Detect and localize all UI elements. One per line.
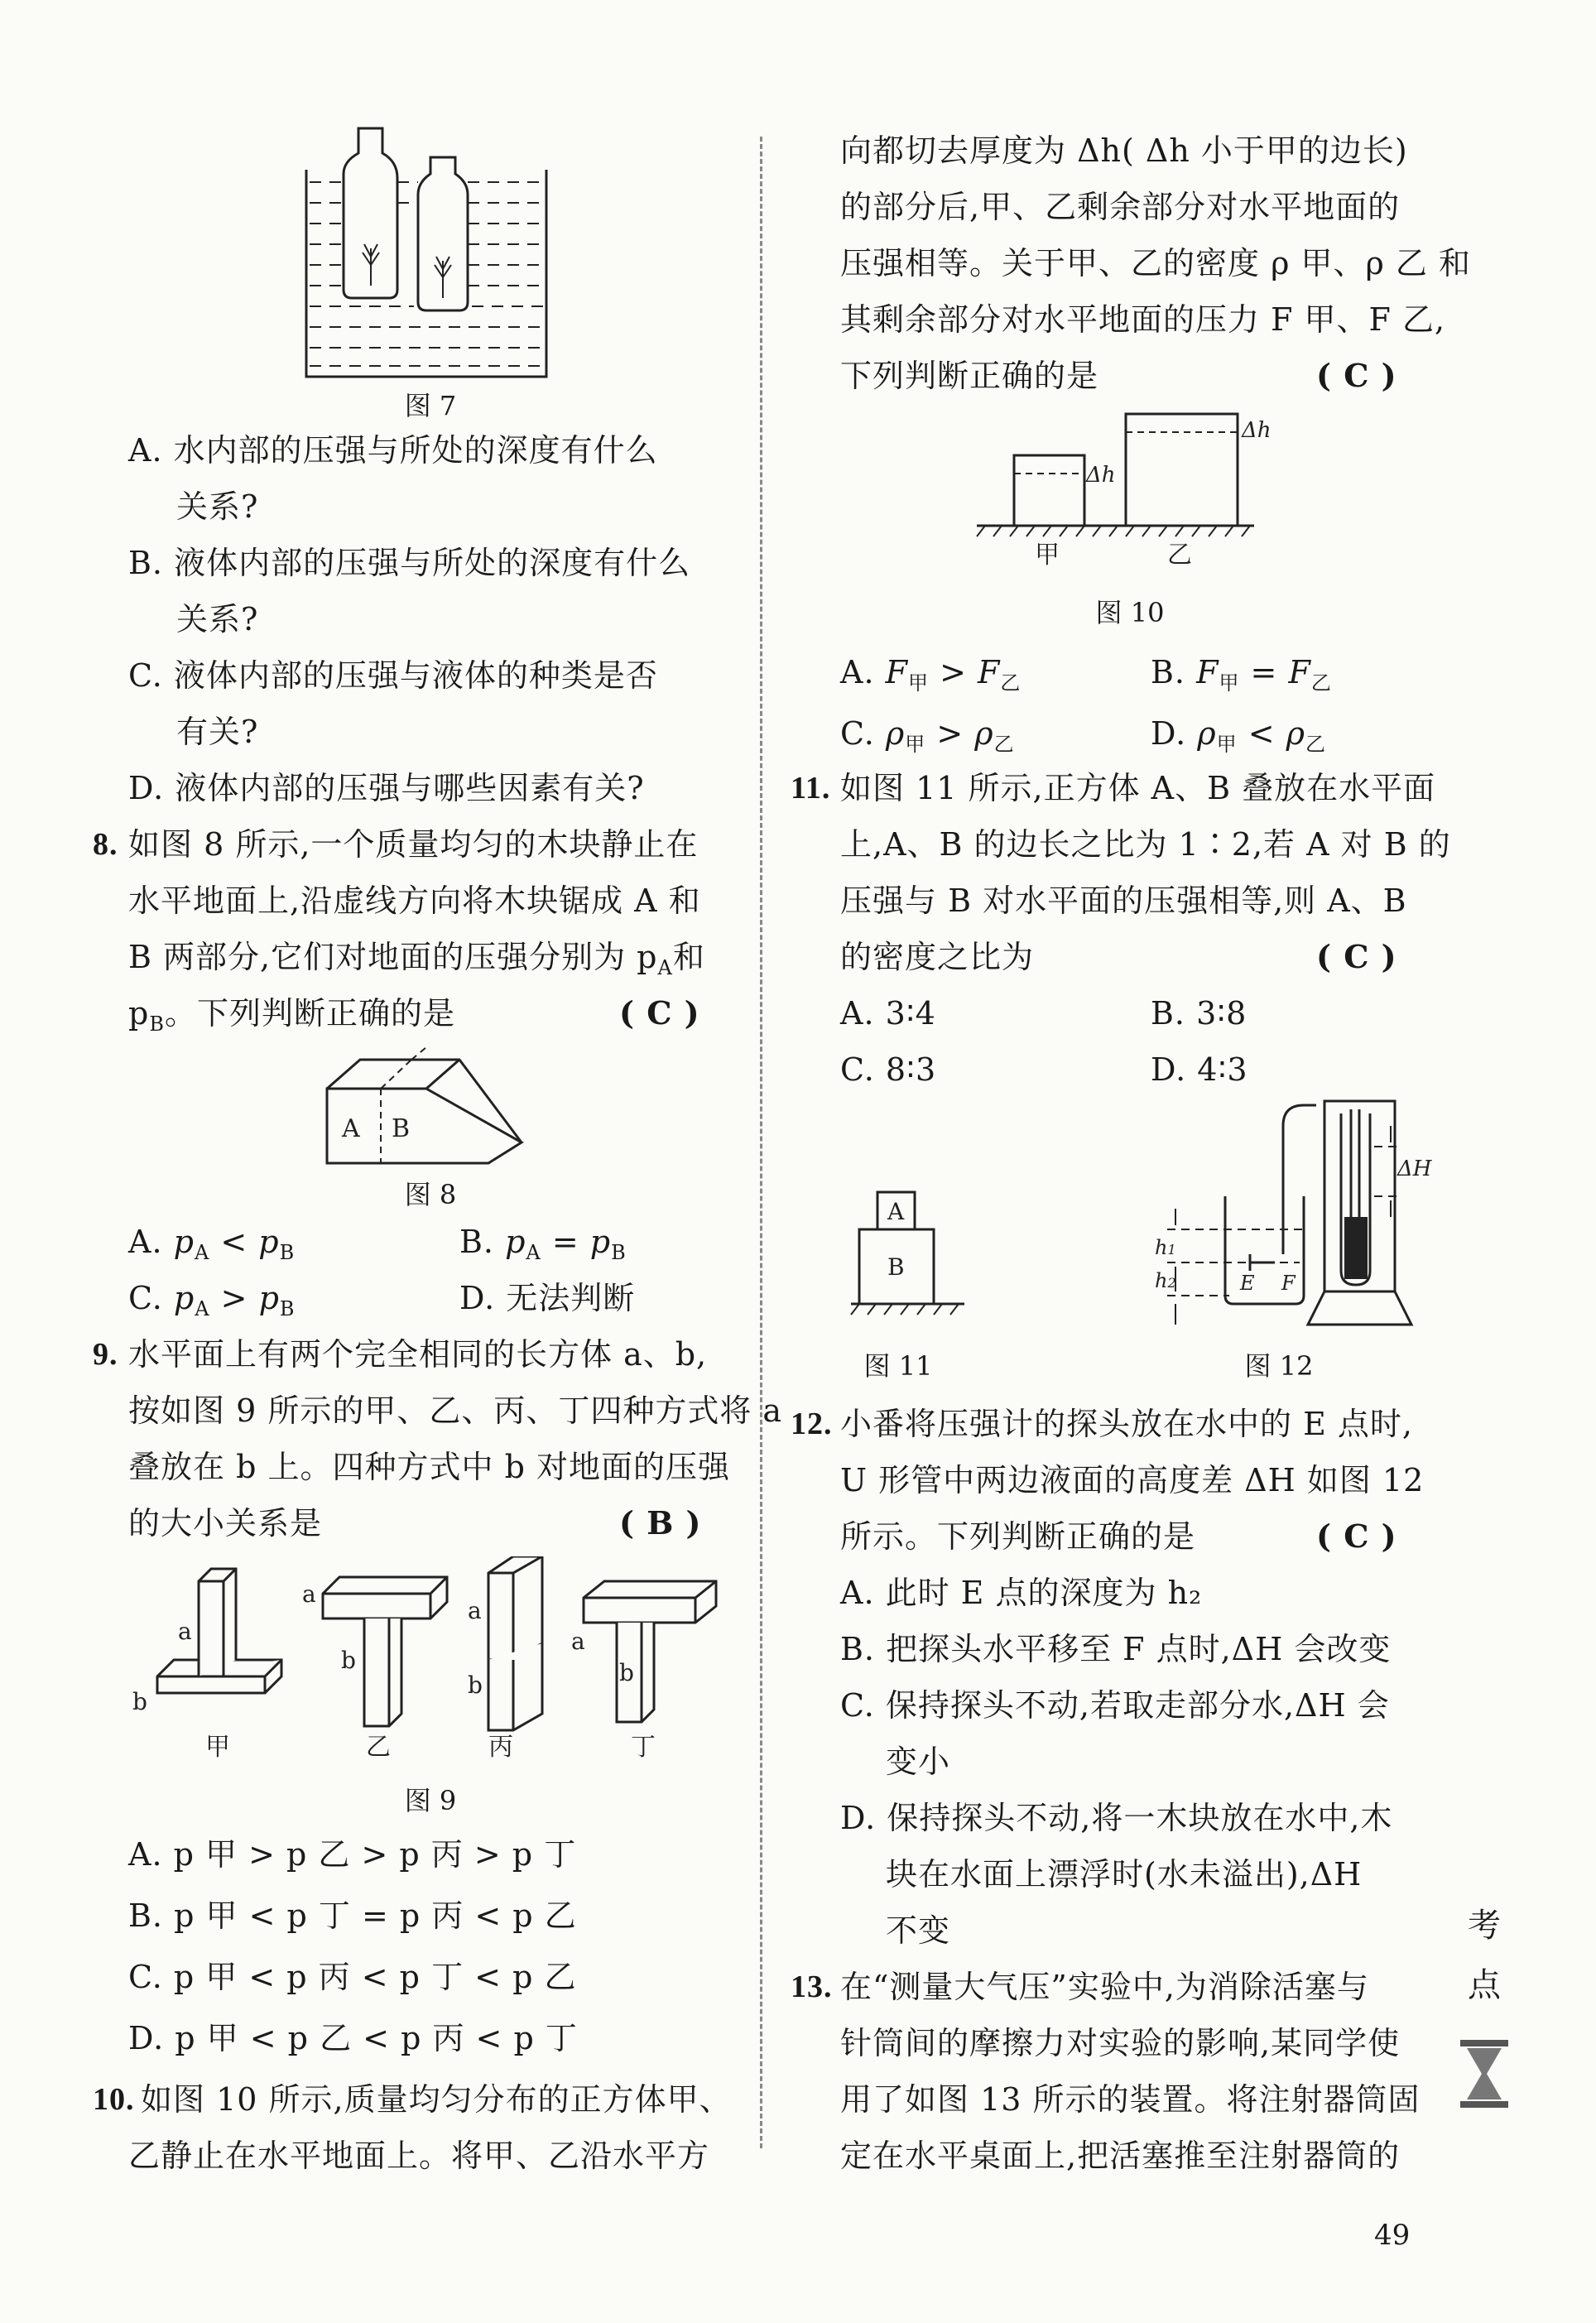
svg-text:Δh: Δh	[1086, 463, 1116, 488]
q13-line-1: 在“测量大气压”实验中,为消除活塞与	[840, 1969, 1369, 2005]
figure-8-label-a: A	[342, 1114, 360, 1143]
figure-9-label-ding: 丁	[631, 1733, 656, 1762]
q11-line-2: 上,A、B 的边长之比为 1∶2,若 A 对 B 的	[840, 826, 1451, 863]
q9-option-d: D. p 甲 < p 乙 < p 丙 < p 丁	[128, 2020, 578, 2056]
svg-text:b: b	[619, 1659, 634, 1686]
svg-text:h1: h1	[1155, 1236, 1176, 1259]
q10-line-7: 下列判断正确的是	[840, 358, 1099, 394]
q11-option-b: B. 3∶8	[1151, 995, 1247, 1032]
q8-line-2: 水平地面上,沿虚线方向将木块锯成 A 和	[128, 883, 701, 919]
q11-option-c: C. 8∶3	[840, 1051, 937, 1088]
page-number: 49	[1374, 2219, 1411, 2252]
q8-line-1: 如图 8 所示,一个质量均匀的木块静止在	[128, 826, 699, 863]
figure-7-bottles	[298, 124, 563, 381]
q10-line-1: 如图 10 所示,质量均匀分布的正方体甲、	[141, 2081, 732, 2118]
figure-11-caption: 图 11	[863, 1350, 933, 1382]
q10-number: 10.	[93, 2082, 135, 2117]
figure-10-caption: 图 10	[1095, 597, 1165, 628]
figure-8-caption: 图 8	[404, 1179, 457, 1210]
q10-line-4: 的部分后,甲、乙剩余部分对水平地面的	[840, 189, 1401, 225]
q9-option-c: C. p 甲 < p 丙 < p 丁 < p 乙	[128, 1959, 577, 1995]
q7-option-b: B. 液体内部的压强与所处的深度有什么	[128, 545, 691, 581]
q7-option-c-cont: 有关?	[176, 714, 259, 750]
figure-12-pressure-gauge	[1126, 1093, 1440, 1341]
q8-answer: ( C )	[619, 994, 700, 1032]
q12-line-2: U 形管中两边液面的高度差 ΔH 如图 12	[840, 1462, 1425, 1498]
svg-text:a: a	[571, 1628, 585, 1655]
q9-line-4: 的大小关系是	[128, 1505, 323, 1541]
q9-answer: ( B )	[619, 1504, 702, 1541]
q12-answer: ( C )	[1316, 1517, 1397, 1555]
figure-9-label-jia: 甲	[205, 1733, 230, 1762]
svg-text:a: a	[468, 1597, 482, 1624]
figure-9-label-bing: 丙	[488, 1733, 513, 1762]
q13-line-2: 针筒间的摩擦力对实验的影响,某同学使	[840, 2025, 1401, 2061]
side-tab	[1455, 1896, 1513, 2015]
svg-text:A: A	[887, 1198, 905, 1225]
q11-line-3: 压强与 B 对水平面的压强相等,则 A、B	[840, 883, 1407, 919]
figure-7-caption: 图 7	[404, 390, 457, 421]
figure-9-caption: 图 9	[404, 1785, 457, 1816]
q10-line-6: 其剩余部分对水平地面的压力 F 甲、F 乙,	[840, 301, 1446, 338]
q12-number: 12.	[791, 1407, 833, 1441]
q9-line-3: 叠放在 b 上。四种方式中 b 对地面的压强	[128, 1449, 730, 1485]
q12-line-1: 小番将压强计的探头放在水中的 E 点时,	[840, 1406, 1413, 1442]
q11-line-4: 的密度之比为	[840, 939, 1035, 975]
q9-option-b: B. p 甲 < p 丁 = p 丙 < p 乙	[128, 1897, 577, 1934]
q12-option-d-cont: 块在水面上漂浮时(水未溢出),ΔH	[886, 1856, 1363, 1893]
q11-number: 11.	[791, 771, 831, 806]
q13-line-3: 用了如图 13 所示的装置。将注射器筒固	[840, 2081, 1421, 2118]
q12-line-3: 所示。下列判断正确的是	[840, 1518, 1196, 1555]
q7-option-a: A. 水内部的压强与所处的深度有什么	[128, 432, 658, 469]
figure-12-caption: 图 12	[1244, 1350, 1314, 1382]
figure-11-stacked-cubes	[844, 1176, 985, 1325]
svg-text:a: a	[178, 1618, 192, 1645]
svg-text:b: b	[468, 1671, 483, 1699]
figure-9-blocks	[124, 1556, 737, 1772]
q12-option-c-cont: 变小	[886, 1743, 951, 1780]
q11-option-d: D. 4∶3	[1151, 1051, 1248, 1088]
q10-option-d: D. $\rho_甲 < \rho_乙$	[1151, 715, 1326, 756]
svg-text:a: a	[302, 1580, 316, 1608]
svg-text:ΔH: ΔH	[1397, 1157, 1432, 1181]
q10-option-a: A. $F_甲 > F_乙$	[840, 654, 1022, 695]
q9-option-a: A. p 甲 > p 乙 > p 丙 > p 丁	[128, 1836, 577, 1873]
figure-8-label-b: B	[392, 1114, 411, 1143]
q10-option-b: B. $F_甲 = F_乙$	[1151, 654, 1332, 695]
side-tab-char-1: 考	[1468, 1907, 1501, 1945]
q9-line-2: 按如图 9 所示的甲、乙、丙、丁四种方式将 a	[128, 1392, 783, 1429]
q10-line-5: 压强相等。关于甲、乙的密度 ρ 甲、ρ 乙 和	[840, 245, 1471, 281]
q8-option-d: D. 无法判断	[459, 1280, 636, 1316]
q13-line-4: 定在水平桌面上,把活塞推至注射器筒的	[840, 2138, 1401, 2174]
q8-option-b: B. $p_A = p_B$	[459, 1224, 627, 1264]
q8-number: 8.	[93, 827, 118, 862]
svg-text:Δh: Δh	[1242, 418, 1272, 443]
figure-10-label-yi: 乙	[1167, 541, 1192, 570]
q10-option-c: C. $\rho_甲 > \rho_乙$	[840, 715, 1015, 756]
svg-text:b: b	[132, 1688, 147, 1715]
side-tab-char-2: 点	[1468, 1966, 1501, 2004]
figure-8-wedge	[319, 1047, 534, 1171]
q12-option-a: A. 此时 E 点的深度为 h₂	[840, 1575, 1203, 1611]
column-divider	[760, 137, 762, 2148]
q7-option-c: C. 液体内部的压强与液体的种类是否	[128, 657, 658, 694]
q8-line-4: $p_B$。下列判断正确的是	[128, 995, 455, 1036]
q12-option-b: B. 把探头水平移至 F 点时,ΔH 会改变	[840, 1631, 1392, 1667]
q9-line-1: 水平面上有两个完全相同的长方体 a、b,	[128, 1336, 708, 1373]
svg-text:B: B	[887, 1253, 905, 1281]
q8-line-3: B 两部分,它们对地面的压强分别为 $p_A$和	[128, 939, 705, 979]
svg-text:b: b	[341, 1647, 356, 1674]
q10-line-2: 乙静止在水平地面上。将甲、乙沿水平方	[128, 2138, 710, 2174]
q8-option-a: A. $p_A < p_B$	[128, 1224, 296, 1264]
figure-10-label-jia: 甲	[1035, 541, 1060, 570]
hourglass-icon	[1457, 2037, 1512, 2111]
q10-answer: ( C )	[1316, 357, 1397, 394]
q7-option-a-cont: 关系?	[176, 488, 259, 525]
q7-option-b-cont: 关系?	[176, 601, 259, 637]
q9-number: 9.	[93, 1337, 118, 1372]
q13-number: 13.	[791, 1970, 833, 2004]
q12-option-d: D. 保持探头不动,将一木块放在水中,木	[840, 1800, 1393, 1836]
q11-answer: ( C )	[1316, 938, 1397, 975]
q8-option-c: C. $p_A > p_B$	[128, 1280, 296, 1320]
q11-option-a: A. 3∶4	[840, 995, 936, 1032]
q7-option-d: D. 液体内部的压强与哪些因素有关?	[128, 770, 645, 806]
q10-line-3: 向都切去厚度为 Δh( Δh 小于甲的边长)	[840, 132, 1408, 169]
figure-9-label-yi: 乙	[366, 1733, 391, 1762]
svg-text:F: F	[1281, 1272, 1296, 1295]
q12-option-d-cont-2: 不变	[886, 1912, 951, 1949]
svg-text:E: E	[1240, 1272, 1255, 1295]
q12-option-c: C. 保持探头不动,若取走部分水,ΔH 会	[840, 1687, 1390, 1724]
q11-line-1: 如图 11 所示,正方体 A、B 叠放在水平面	[840, 770, 1436, 806]
svg-text:h2: h2	[1155, 1269, 1176, 1292]
figure-10-cubes	[969, 406, 1300, 571]
